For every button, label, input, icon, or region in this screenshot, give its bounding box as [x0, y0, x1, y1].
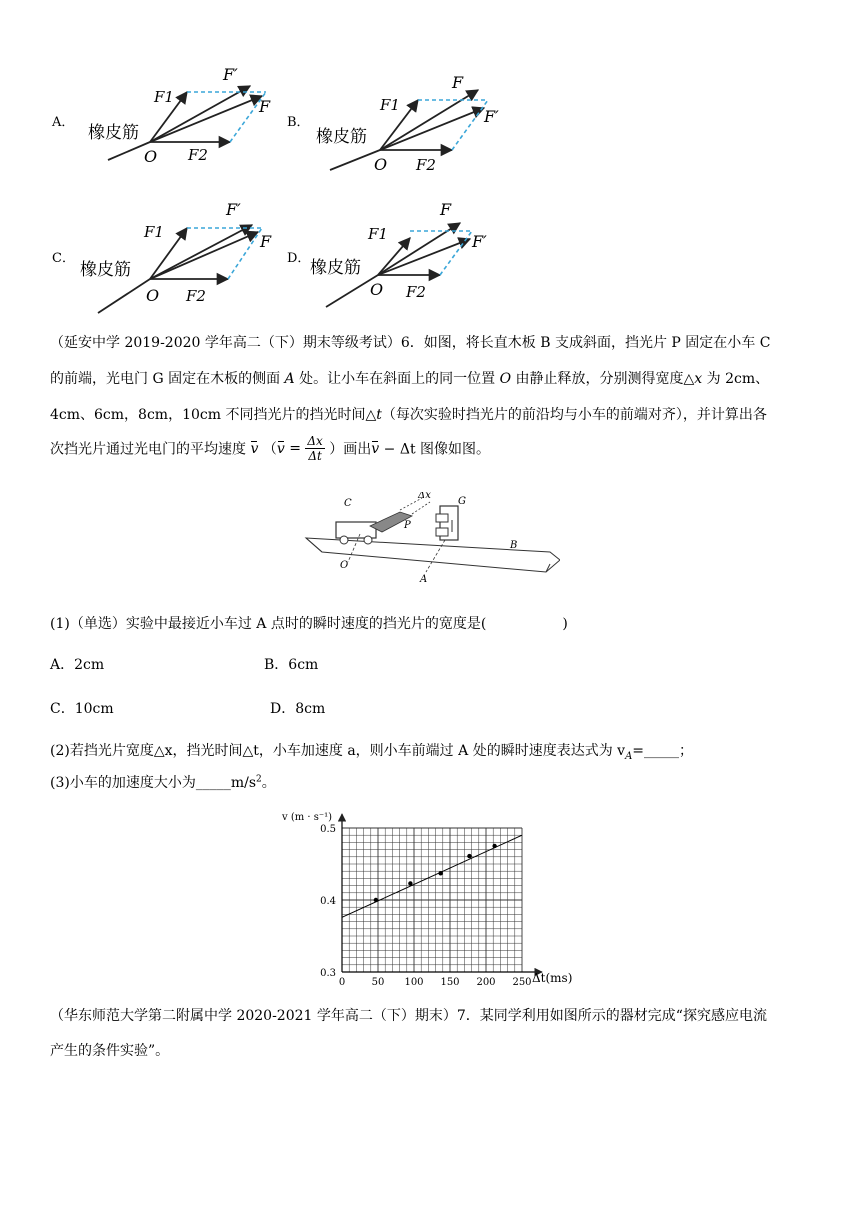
f2-label: F2 — [416, 156, 436, 174]
chart-ticks — [320, 824, 531, 988]
chart-grid — [342, 828, 522, 972]
q6-line-2 — [50, 368, 769, 388]
sub2-blank[interactable]: =_____； — [632, 743, 694, 759]
data-point — [467, 854, 471, 858]
f2-label: F2 — [186, 287, 206, 305]
f-top-label: F — [452, 73, 464, 92]
sub3-question — [50, 772, 276, 792]
x-tick-label: 250 — [512, 977, 532, 988]
q6-l2-O: O — [499, 371, 512, 387]
data-point — [374, 898, 378, 902]
f-top-label: F — [440, 200, 452, 219]
f1-label: F1 — [380, 96, 400, 114]
v-bar-symbol: v — [250, 440, 259, 457]
f-diag-label: F — [260, 232, 272, 251]
label-p: P — [404, 520, 411, 531]
v-bar-symbol-2: v — [276, 440, 285, 457]
sub1-question — [50, 613, 568, 633]
rubber-label: 橡皮筋 — [80, 260, 131, 280]
force-figure-c — [80, 195, 290, 315]
apparatus-figure — [300, 492, 560, 588]
sub2-text: (2)若挡光片宽度△x，挡光时间△t，小车加速度 a，则小车前端过 A 处的瞬时速度表达式为 v — [50, 743, 626, 759]
sub3-end: 。 — [261, 775, 276, 791]
label-b: B — [510, 540, 518, 551]
sub3-text: (3)小车的加速度大小为_____m/s — [50, 775, 257, 791]
f2-label: F2 — [406, 283, 426, 301]
velocity-time-chart — [280, 806, 580, 992]
q6-l3-a: 4cm、6cm，8cm，10cm 不同挡光片的挡光时间△ — [50, 407, 377, 423]
option-c-label: C． — [52, 251, 75, 266]
sub1-option-b[interactable]: B．6cm — [264, 657, 319, 673]
data-point — [408, 881, 412, 885]
f2-label: F2 — [188, 146, 208, 164]
car-c — [336, 522, 376, 538]
f1-label: F1 — [144, 223, 164, 241]
x-tick-label: 200 — [476, 977, 496, 988]
q6-l3-t: t — [376, 407, 382, 423]
f-prime-arrow — [378, 239, 470, 275]
o-label: O — [144, 147, 158, 166]
sub2-subscript: A — [625, 750, 633, 762]
fraction-denominator: Δt — [308, 449, 322, 463]
data-point — [438, 871, 442, 875]
y-tick-label: 0.4 — [320, 896, 336, 907]
fraction-numerator: Δx — [307, 434, 323, 448]
sub1-option-a[interactable]: A．2cm — [50, 657, 105, 673]
label-dx: Δx — [418, 492, 431, 501]
q6-l4-a: 次挡光片通过光电门的平均速度 — [50, 441, 246, 458]
parallelogram-side — [440, 231, 472, 275]
label-o: O — [340, 560, 349, 571]
q6-l4-paren-open: （ — [262, 441, 277, 458]
q7-line-2: 产生的条件实验”。 — [50, 1043, 170, 1059]
f-top-label: F′ — [223, 65, 238, 84]
x-tick-label: 150 — [440, 977, 460, 988]
y-axis-label: v (m · s⁻¹) — [282, 812, 333, 823]
sub1-option-c[interactable]: C．10cm — [50, 701, 114, 717]
f-prime-arrow — [150, 225, 252, 279]
force-figure-a — [80, 58, 290, 178]
rubber-label: 橡皮筋 — [316, 127, 367, 147]
q7-line-1: （华东师范大学第二附属中学 2020-2021 学年高二（下）期末）7．某同学利用如图所示的器材完成“探究感应电流 — [50, 1008, 767, 1024]
chart-points — [374, 844, 497, 902]
q6-l3-b: （每次实验时挡光片的前沿均与小车的前端对齐），并计算出各 — [381, 407, 767, 423]
x-axis-label: Δt(ms) — [532, 971, 573, 985]
force-figure-d — [310, 195, 520, 315]
rubber-band-line — [98, 279, 150, 313]
o-label: O — [370, 280, 384, 299]
f-diag-label: F′ — [484, 107, 499, 126]
option-a-label: A． — [52, 115, 75, 130]
v-bar-symbol-3: v — [371, 440, 380, 457]
sub1-close: ) — [562, 616, 568, 632]
y-tick-label: 0.5 — [320, 824, 336, 835]
f-top-label: F′ — [226, 200, 241, 219]
sub3-superscript: 2 — [256, 774, 262, 785]
o-label: O — [146, 286, 160, 305]
x-tick-label: 100 — [404, 977, 424, 988]
option-b-label: B． — [287, 115, 310, 130]
f1-label: F1 — [368, 225, 388, 243]
q6-l2-x: x — [694, 371, 703, 387]
sub2-question — [50, 740, 693, 762]
q6-l2-a: 的前端，光电门 G 固定在木板的侧面 — [50, 371, 285, 387]
label-g: G — [458, 496, 466, 507]
f1-label: F1 — [154, 88, 174, 106]
q6-l4-eq: = — [284, 440, 306, 457]
x-tick-label: 0 — [338, 977, 346, 988]
f-diag-label: F′ — [472, 232, 487, 251]
x-tick-label: 50 — [371, 977, 385, 988]
q6-l2-d: 为 2cm、 — [702, 371, 770, 387]
q6-line-1: （延安中学 2019-2020 学年高二（下）期末等级考试）6．如图，将长直木板 B 支成斜面，挡光片 P 固定在小车 C — [50, 335, 771, 351]
q6-l2-c: 由静止释放，分别测得宽度△ — [511, 371, 695, 387]
label-a: A — [420, 574, 428, 585]
o-label: O — [374, 155, 388, 174]
label-c: C — [344, 498, 352, 509]
data-point — [492, 844, 496, 848]
sub1-option-d[interactable]: D．8cm — [270, 701, 326, 717]
force-figure-b — [310, 62, 520, 182]
option-d-label: D． — [287, 251, 311, 266]
q6-l4-paren-close: ）画出 — [329, 441, 372, 458]
rubber-band-line — [330, 150, 380, 170]
q6-l2-b: 处。让小车在斜面上的同一位置 — [294, 371, 500, 387]
f-diag-label: F — [259, 97, 271, 116]
rubber-label: 橡皮筋 — [88, 123, 139, 143]
sub1-text: (1)（单选）实验中最接近小车过 A 点时的瞬时速度的挡光片的宽度是( — [50, 616, 487, 632]
parallelogram-side — [452, 100, 488, 150]
y-tick-label: 0.3 — [320, 968, 336, 979]
q6-l2-A: A — [284, 371, 295, 387]
q6-line-3 — [50, 404, 767, 424]
velocity-fraction — [305, 434, 324, 463]
q6-line-4 — [50, 434, 490, 463]
q6-l4-c: − Δt 图像如图。 — [379, 441, 491, 458]
rubber-label: 橡皮筋 — [310, 258, 361, 278]
